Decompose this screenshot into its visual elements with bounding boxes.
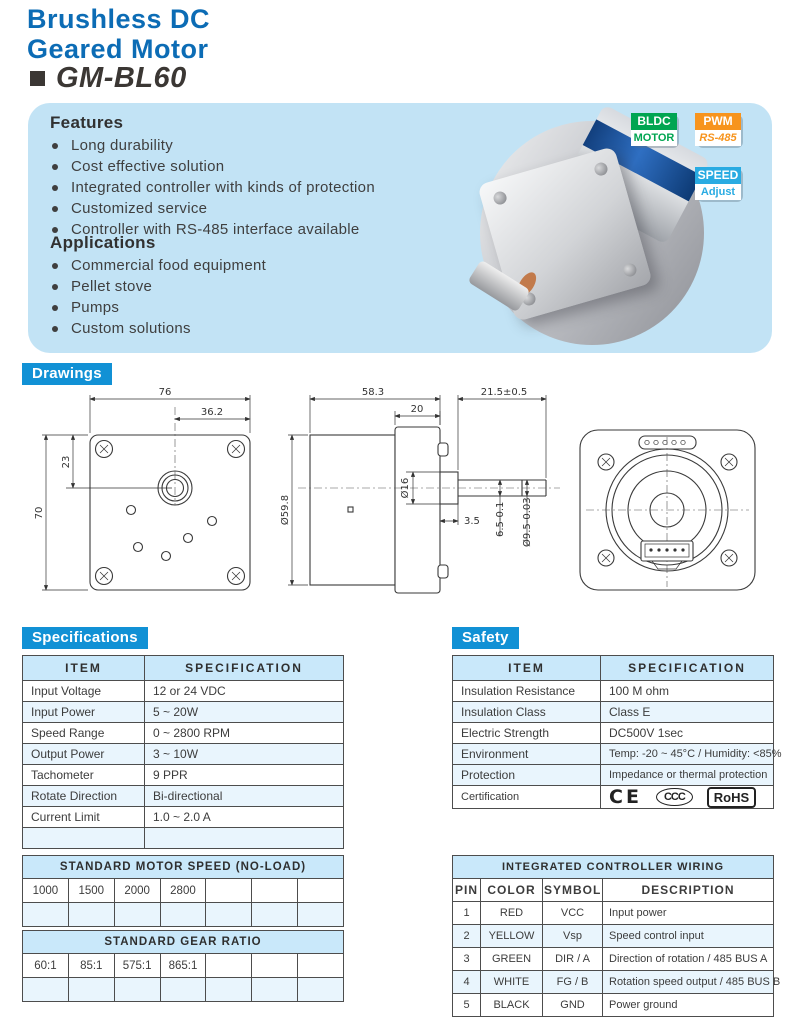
speed-value [252, 879, 298, 903]
brand-logo [639, 436, 696, 449]
table-row [453, 765, 774, 786]
wire-symbol: GND [543, 994, 603, 1017]
model-name: GM-BL60 [56, 62, 187, 94]
section-label-specifications: Specifications [22, 627, 148, 649]
table-row [453, 723, 774, 744]
table-row [23, 786, 344, 807]
table-row [23, 879, 344, 903]
speed-value: 2800 [160, 879, 206, 903]
certification-marks [601, 786, 774, 809]
model-heading [30, 62, 187, 95]
pin-number: 4 [453, 971, 481, 994]
safety-value: 100 M ohm [601, 681, 774, 702]
list-item [52, 320, 266, 337]
dim-label: 21.5±0.5 [480, 387, 528, 398]
spec-item: Input Power [23, 702, 145, 723]
table-row [23, 954, 344, 978]
table-row [23, 765, 344, 786]
spec-value: 3 ~ 10W [145, 744, 344, 765]
features-title: Features [50, 113, 124, 132]
bullet-icon [52, 305, 58, 311]
pin-number: 1 [453, 902, 481, 925]
application-text: Pumps [71, 299, 120, 316]
bullet-icon [52, 263, 58, 269]
spec-value: 5 ~ 20W [145, 702, 344, 723]
speed-value [206, 903, 252, 927]
badge-bottom-label: Adjust [695, 184, 741, 200]
safety-item: Certification [453, 786, 601, 809]
safety-item: Insulation Resistance [453, 681, 601, 702]
wire-color: YELLOW [481, 925, 543, 948]
square-bullet-icon [30, 71, 45, 86]
pin-number: 2 [453, 925, 481, 948]
wire-description: Direction of rotation / 485 BUS A [603, 948, 774, 971]
wire-color: RED [481, 902, 543, 925]
dim-label: 20 [410, 404, 424, 415]
spec-item: Speed Range [23, 723, 145, 744]
table-header-row [453, 656, 774, 681]
wire-symbol: Vsp [543, 925, 603, 948]
wire-description: Rotation speed output / 485 BUS B [603, 971, 774, 994]
rear-view-drawing [580, 430, 755, 590]
page-title-line2: Geared Motor [27, 34, 209, 64]
screw-icon [492, 190, 508, 206]
table-row [453, 948, 774, 971]
ce-mark-icon: CE [609, 786, 642, 808]
gear-ratio-table [22, 930, 344, 1002]
spec-value: 12 or 24 VDC [145, 681, 344, 702]
table-row [23, 903, 344, 927]
table-row [23, 807, 344, 828]
table-title: INTEGRATED CONTROLLER WIRING [453, 856, 774, 879]
spec-item: Current Limit [23, 807, 145, 828]
bullet-icon [52, 143, 58, 149]
col-header-spec: SPECIFICATION [145, 656, 344, 681]
ccc-mark-icon: CCC [656, 788, 693, 806]
applications-list [52, 257, 266, 337]
section-label-drawings: Drawings [22, 363, 112, 385]
ratio-value [298, 978, 344, 1002]
list-item [52, 137, 375, 154]
table-row [453, 925, 774, 948]
overview-panel [28, 103, 772, 353]
dim-label: 3.5 [464, 516, 480, 527]
wire-symbol: FG / B [543, 971, 603, 994]
feature-text: Long durability [71, 137, 174, 154]
ratio-value [160, 978, 206, 1002]
spec-item: Rotate Direction [23, 786, 145, 807]
table-header-row [23, 656, 344, 681]
applications-title: Applications [50, 233, 156, 252]
safety-value: Temp: -20 ~ 45°C / Humidity: <85% [601, 744, 774, 765]
speed-value [68, 903, 114, 927]
speed-value [160, 903, 206, 927]
section-label-safety: Safety [452, 627, 519, 649]
spec-item: Input Voltage [23, 681, 145, 702]
safety-item: Environment [453, 744, 601, 765]
features-list [52, 137, 375, 238]
bullet-icon [52, 164, 58, 170]
table-row [453, 702, 774, 723]
bullet-icon [52, 326, 58, 332]
safety-item: Electric Strength [453, 723, 601, 744]
safety-table [452, 655, 782, 809]
screw-icon [622, 262, 638, 278]
table-row-certification [453, 786, 774, 809]
table-row [23, 744, 344, 765]
dim-label: 36.2 [200, 407, 224, 418]
table-row [453, 902, 774, 925]
speed-value: 1000 [23, 879, 69, 903]
ratio-value: 85:1 [68, 954, 114, 978]
feature-text: Integrated controller with kinds of protection [71, 179, 375, 196]
table-title: STANDARD GEAR RATIO [23, 931, 344, 954]
technical-drawings [0, 385, 800, 620]
col-header-pin: PIN [453, 879, 481, 902]
table-title: STANDARD MOTOR SPEED (NO-LOAD) [23, 856, 344, 879]
safety-item: Protection [453, 765, 601, 786]
dim-label: 58.3 [361, 387, 385, 398]
application-text: Custom solutions [71, 320, 191, 337]
spec-item: Tachometer [23, 765, 145, 786]
bullet-icon [52, 227, 58, 233]
pin-number: 3 [453, 948, 481, 971]
speed-value [298, 903, 344, 927]
safety-value: Impedance or thermal protection [601, 765, 774, 786]
pin-number: 5 [453, 994, 481, 1017]
motor-speed-table [22, 855, 344, 927]
ratio-value [206, 954, 252, 978]
application-text: Pellet stove [71, 278, 153, 295]
speed-value [206, 879, 252, 903]
ratio-value [23, 978, 69, 1002]
ratio-value: 865:1 [160, 954, 206, 978]
dim-label: 23 [61, 455, 72, 469]
feature-text: Controller with RS-485 interface available [71, 221, 360, 238]
speed-value [23, 903, 69, 927]
list-item [52, 179, 375, 196]
screw-icon [593, 161, 609, 177]
wire-color: BLACK [481, 994, 543, 1017]
badge-pwm-rs485 [695, 113, 741, 146]
spec-value: 0 ~ 2800 RPM [145, 723, 344, 744]
bullet-icon [52, 185, 58, 191]
col-header-item: ITEM [453, 656, 601, 681]
safety-value: Class E [601, 702, 774, 723]
speed-value [298, 879, 344, 903]
ratio-value: 60:1 [23, 954, 69, 978]
feature-text: Customized service [71, 200, 208, 217]
table-row [23, 702, 344, 723]
product-photo [480, 121, 704, 345]
front-view-drawing [34, 387, 250, 590]
wiring-table [452, 855, 781, 1017]
wire-symbol: VCC [543, 902, 603, 925]
ratio-value [252, 978, 298, 1002]
ratio-value [68, 978, 114, 1002]
badge-top-label: BLDC [631, 113, 677, 130]
badge-bldc-motor [631, 113, 677, 146]
ratio-value [206, 978, 252, 1002]
col-header-color: COLOR [481, 879, 543, 902]
ratio-value [252, 954, 298, 978]
wire-symbol: DIR / A [543, 948, 603, 971]
table-header-row [453, 879, 774, 902]
spec-item: Output Power [23, 744, 145, 765]
application-text: Commercial food equipment [71, 257, 267, 274]
badge-speed-adjust [695, 167, 741, 200]
safety-item: Insulation Class [453, 702, 601, 723]
ratio-value: 575:1 [114, 954, 160, 978]
badge-top-label: SPEED [695, 167, 741, 184]
wire-color: WHITE [481, 971, 543, 994]
spec-value: Bi-directional [145, 786, 344, 807]
dim-label: 76 [158, 387, 172, 398]
table-row [453, 971, 774, 994]
table-row [453, 994, 774, 1017]
wire-description: Power ground [603, 994, 774, 1017]
col-header-spec: SPECIFICATION [601, 656, 774, 681]
speed-value [114, 903, 160, 927]
wire-color: GREEN [481, 948, 543, 971]
list-item [52, 278, 266, 295]
badge-bottom-label: RS-485 [695, 130, 741, 146]
table-row [453, 681, 774, 702]
col-header-item: ITEM [23, 656, 145, 681]
specifications-table [22, 655, 344, 849]
page-title [27, 4, 210, 64]
ratio-value [114, 978, 160, 1002]
speed-value [252, 903, 298, 927]
feature-text: Cost effective solution [71, 158, 225, 175]
page-title-line1: Brushless DC [27, 4, 211, 34]
table-title-row [453, 856, 774, 879]
dim-label: Ø9.5-0.03 [522, 497, 533, 547]
spec-item [23, 828, 145, 849]
wire-description: Input power [603, 902, 774, 925]
list-item [52, 200, 375, 217]
dim-label: 70 [34, 506, 45, 520]
spec-value: 1.0 ~ 2.0 A [145, 807, 344, 828]
list-item [52, 257, 266, 274]
bullet-icon [52, 206, 58, 212]
table-row [23, 681, 344, 702]
table-row [23, 978, 344, 1002]
dim-label: Ø16 [400, 477, 411, 499]
table-row [23, 828, 344, 849]
col-header-symbol: SYMBOL [543, 879, 603, 902]
table-row [453, 744, 774, 765]
dim-label: 6.5-0.1 [495, 501, 506, 537]
list-item [52, 158, 375, 175]
table-row [23, 723, 344, 744]
col-header-description: DESCRIPTION [603, 879, 774, 902]
speed-value: 2000 [114, 879, 160, 903]
list-item [52, 299, 266, 316]
bullet-icon [52, 284, 58, 290]
safety-value: DC500V 1sec [601, 723, 774, 744]
spec-value [145, 828, 344, 849]
speed-value: 1500 [68, 879, 114, 903]
dim-label: Ø59.8 [280, 494, 291, 526]
spec-value: 9 PPR [145, 765, 344, 786]
ratio-value [298, 954, 344, 978]
table-title-row [23, 856, 344, 879]
wire-description: Speed control input [603, 925, 774, 948]
rohs-mark-icon: RoHS [707, 787, 756, 808]
badge-top-label: PWM [695, 113, 741, 130]
side-view-drawing [279, 387, 560, 593]
badge-bottom-label: MOTOR [631, 130, 677, 146]
table-title-row [23, 931, 344, 954]
